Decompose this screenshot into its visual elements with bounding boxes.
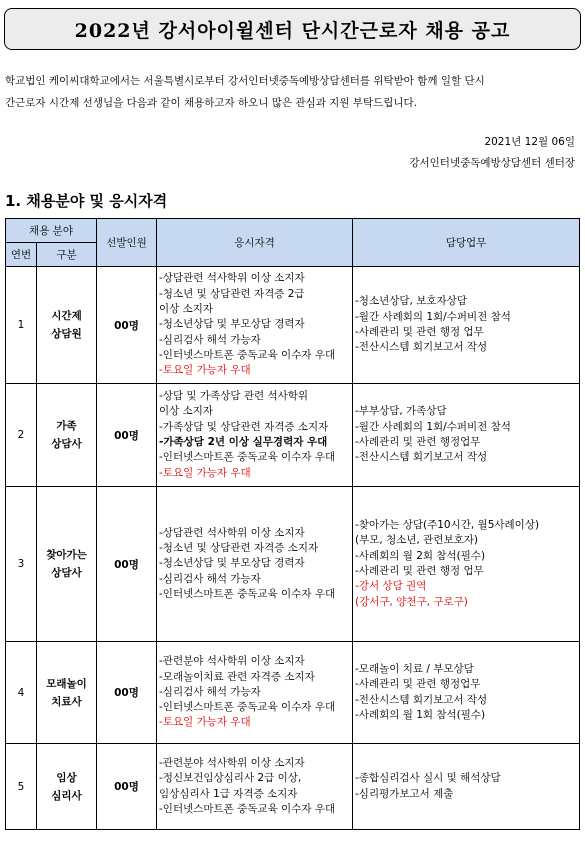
row-number: 5 — [6, 744, 37, 830]
row-number: 2 — [6, 384, 37, 487]
recruitment-table — [5, 218, 580, 830]
duty-cell — [353, 384, 580, 487]
intro-line: 학교법인 케이씨대학교에서는 서울특별시로부터 강서인터넷중독예방상담센터를 위탁받아 함께 일할 단시 — [5, 75, 485, 87]
duty-item: -사례관리 및 관련 행정업무 — [355, 436, 481, 448]
qualification-item: -인터넷스마트폰 중독교육 이수자 우대 — [159, 701, 336, 714]
job-category — [37, 267, 97, 384]
hire-count: 00명 — [97, 744, 157, 830]
qualification-item: -인터넷스마트폰 중독교육 이수자 우대 — [159, 587, 336, 600]
job-category-label: 임상 — [56, 771, 77, 784]
qualification-cell — [157, 487, 353, 642]
table-row — [6, 744, 580, 830]
duty-cell — [353, 267, 580, 384]
qualification-cell — [157, 384, 353, 487]
job-category — [37, 744, 97, 830]
qualification-item: -상담관련 석사학위 이상 소지자 — [159, 272, 305, 285]
row-number: 1 — [6, 267, 37, 384]
duty-item: -부부상담, 가족상담 — [355, 405, 447, 418]
qualification-cell — [157, 744, 353, 830]
job-category-label: 시간제 — [51, 310, 82, 322]
header-count: 선발인원 — [97, 219, 157, 267]
qualification-item: -관련분야 석사학위 이상 소지자 — [159, 655, 305, 668]
job-category-label: 심리사 — [51, 789, 82, 802]
duty-item: -월간 사례회의 1회/수퍼비전 참석 — [355, 420, 511, 433]
qualification-item: -토요일 가능자 우대 — [159, 364, 251, 377]
table-row — [6, 267, 580, 384]
qualification-item: -관련분야 석사학위 이상 소지자 — [159, 756, 305, 769]
header-qualification: 응시자격 — [157, 219, 353, 267]
issuer-name: 강서인터넷중독예방상담센터 센터장 — [409, 157, 575, 169]
duty-item: -심리평가보고서 제출 — [355, 787, 454, 800]
duty-cell — [353, 744, 580, 830]
qualification-item: -가족상담 2년 이상 실무경력자 우대 — [159, 436, 328, 448]
job-category-label: 찾아가는 — [46, 549, 87, 561]
job-category-label: 상담사 — [51, 438, 82, 450]
duty-item: -종합심리검사 실시 및 해석상담 — [355, 772, 501, 785]
page-title-box — [4, 8, 581, 50]
duty-item: -사례관리 및 관련 행정 업무 — [355, 326, 484, 338]
table-row — [6, 487, 580, 642]
duty-item: -사례관리 및 관련 행정 업무 — [355, 565, 484, 577]
job-category-label: 모래놀이 — [46, 677, 87, 690]
qualification-item: 이상 소지자 — [159, 303, 214, 316]
qualification-item: -상담 및 가족상담 관련 석사학위 — [159, 390, 309, 403]
row-number: 3 — [6, 487, 37, 642]
hire-count: 00명 — [97, 487, 157, 642]
qualification-item: -인터넷스마트폰 중독교육 이수자 우대 — [159, 348, 336, 361]
job-category — [37, 487, 97, 642]
job-category-label: 상담원 — [51, 328, 82, 340]
duty-item: -월간 사례회의 1회/수퍼비전 참석 — [355, 310, 511, 323]
job-category-label: 상담사 — [51, 567, 82, 579]
qualification-item: -토요일 가능자 우대 — [159, 466, 251, 479]
intro-paragraph — [5, 70, 580, 114]
duty-cell — [353, 487, 580, 642]
qualification-item: -모래놀이치료 관련 자격증 소지자 — [159, 670, 315, 683]
qualification-item: -청소년 및 상담관련 자격증 2급 — [159, 287, 305, 300]
duty-item: -찾아가는 상담(주10시간, 월5사례이상) — [355, 519, 540, 532]
section-title: 1. 채용분야 및 응시자격 — [5, 192, 168, 210]
duty-cell — [353, 642, 580, 744]
qualification-item: -심리검사 해석 가능자 — [159, 572, 261, 585]
job-category — [37, 384, 97, 487]
duty-item: -사례관리 및 관련 행정업무 — [355, 678, 481, 691]
notice-date: 2021년 12월 06일 — [484, 136, 575, 148]
qualification-cell — [157, 267, 353, 384]
job-category — [37, 642, 97, 744]
qualification-cell — [157, 642, 353, 744]
qualification-item: -청소년상담 및 부모상담 경력자 — [159, 557, 305, 570]
qualification-item: 이상 소지자 — [159, 405, 214, 418]
page-title: 2022년 강서아이윌센터 단시간근로자 채용 공고 — [74, 19, 511, 42]
table-row — [6, 642, 580, 744]
duty-item: (부모, 청소년, 관련보호자) — [355, 534, 478, 547]
row-number: 4 — [6, 642, 37, 744]
header-number: 연번 — [6, 243, 37, 267]
header-category: 구분 — [37, 243, 97, 267]
duty-item: -전산시스템 회기보고서 작성 — [355, 341, 488, 354]
qualification-item: -상담관련 석사학위 이상 소지자 — [159, 526, 305, 539]
qualification-item: -심리검사 해석 가능자 — [159, 333, 261, 346]
duty-item: (강서구, 양천구, 구로구) — [355, 595, 468, 608]
qualification-item: 임상심리사 1급 자격증 소지자 — [159, 787, 298, 800]
hire-count: 00명 — [97, 267, 157, 384]
duty-item: -청소년상담, 보호자상담 — [355, 295, 467, 308]
duty-item: -사례회의 월 1회 참석(필수) — [355, 708, 486, 721]
qualification-item: -청소년상담 및 부모상담 경력자 — [159, 318, 305, 331]
job-category-label: 치료사 — [51, 695, 82, 708]
qualification-item: -청소년 및 상담관련 자격증 소지자 — [159, 542, 319, 555]
duty-item: -강서 상담 권역 — [355, 580, 427, 593]
header-field: 채용 분야 — [6, 219, 97, 243]
hire-count: 00명 — [97, 384, 157, 487]
duty-item: -전산시스템 회기보고서 작성 — [355, 451, 488, 464]
duty-item: -사례회의 월 2회 참석(필수) — [355, 549, 486, 562]
job-category-label: 가족 — [56, 420, 77, 432]
qualification-item: -인터넷스마트폰 중독교육 이수자 우대 — [159, 451, 336, 464]
table-row — [6, 384, 580, 487]
qualification-item: -심리검사 해석 가능자 — [159, 685, 261, 698]
qualification-item: -인터넷스마트폰 중독교육 이수자 우대 — [159, 802, 336, 815]
qualification-item: -가족상담 및 상담관련 자격증 소지자 — [159, 420, 329, 433]
intro-line: 간근로자 시간제 선생님을 다음과 같이 채용하고자 하오니 많은 관심과 지원 부탁드립니다. — [5, 97, 418, 109]
hire-count: 00명 — [97, 642, 157, 744]
duty-item: -모래놀이 치료 / 부모상담 — [355, 662, 474, 675]
duty-item: -전산시스템 회기보고서 작성 — [355, 693, 488, 706]
header-duty: 담당업무 — [353, 219, 580, 267]
qualification-item: -정신보건임상심리사 2급 이상, — [159, 772, 302, 785]
qualification-item: -토요일 가능자 우대 — [159, 716, 251, 729]
